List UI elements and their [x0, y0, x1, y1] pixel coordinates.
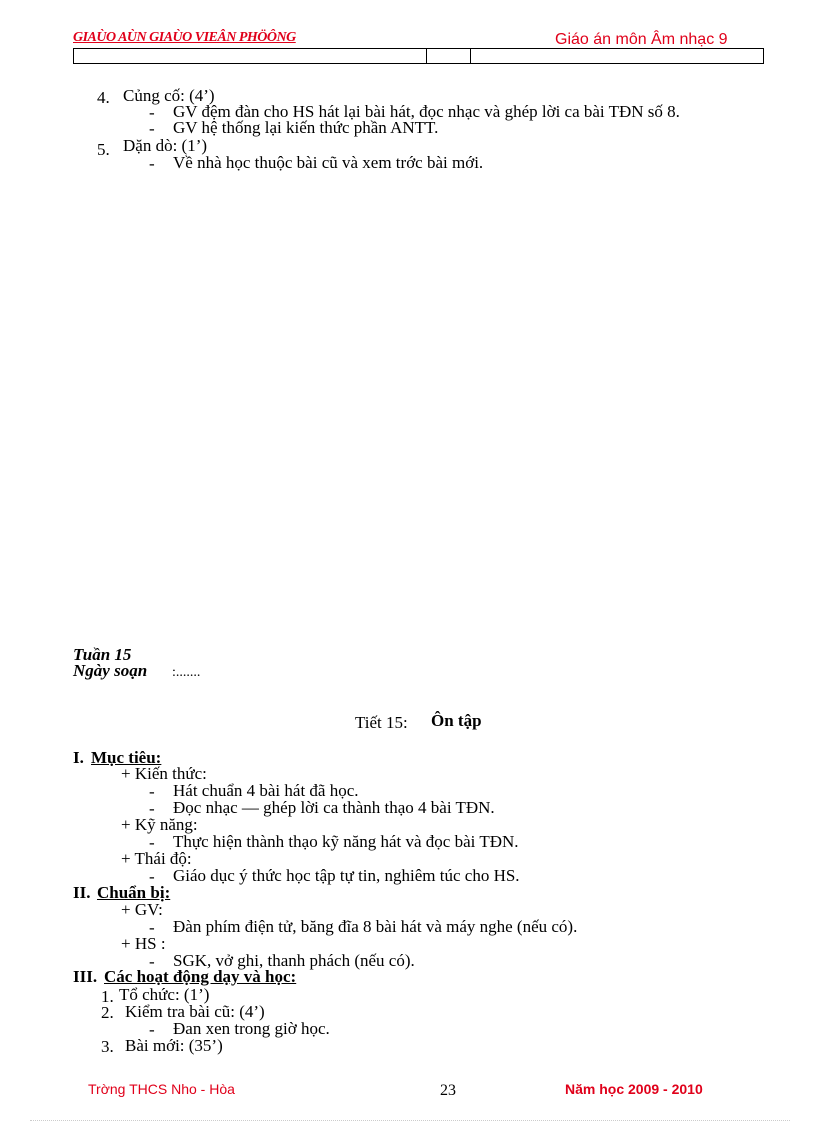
skill-label: + Kỹ năng:	[121, 815, 198, 834]
gv-item: Đàn phím điện tử, băng đĩa 8 bài hát và máy nghe (nếu có).	[173, 917, 578, 936]
bullet-dash: -	[149, 103, 155, 122]
date-value: :.......	[172, 665, 201, 680]
bullet-dash: -	[149, 833, 155, 852]
knowledge-item: Hát chuẩn 4 bài hát đã học.	[173, 781, 359, 800]
part-1-number: I.	[73, 748, 84, 767]
item-4-bullet: GV hệ thống lại kiến thức phần ANTT.	[173, 118, 439, 137]
step-number: 2.	[101, 1003, 114, 1022]
part-2-heading: Chuẩn bị:	[97, 883, 171, 902]
item-4-number: 4.	[97, 88, 110, 107]
gv-label: + GV:	[121, 900, 163, 919]
header-right-title: Giáo án môn Âm nhạc 9	[555, 31, 728, 48]
item-4-title: Củng cố: (4’)	[123, 86, 215, 105]
step-2-item: Đan xen trong giờ học.	[173, 1019, 330, 1038]
lesson-prefix: Tiết 15:	[355, 713, 408, 732]
step-text: Bài mới: (35’)	[125, 1036, 223, 1055]
step-text: Kiểm tra bài cũ: (4’)	[125, 1002, 265, 1021]
header-table-divider	[470, 49, 471, 63]
step-text: Tổ chức: (1’)	[119, 985, 210, 1004]
part-2-number: II.	[73, 883, 91, 902]
bullet-dash: -	[149, 119, 155, 138]
step-number: 3.	[101, 1037, 114, 1056]
lesson-title: Ôn tập	[431, 711, 482, 730]
page-number: 23	[440, 1082, 456, 1099]
knowledge-label: + Kiến thức:	[121, 764, 207, 783]
bullet-dash: -	[149, 867, 155, 886]
item-4-bullet: GV đệm đàn cho HS hát lại bài hát, đọc nhạc và ghép lời ca bài TĐN số 8.	[173, 102, 680, 121]
knowledge-item: Đọc nhạc — ghép lời ca thành thạo 4 bài TĐN.	[173, 798, 495, 817]
bullet-dash: -	[149, 154, 155, 173]
hs-label: + HS :	[121, 934, 166, 953]
footer-year: Năm học 2009 - 2010	[565, 1081, 703, 1097]
bullet-dash: -	[149, 799, 155, 818]
item-5-title: Dặn dò: (1’)	[123, 136, 208, 155]
footer-dotted-line	[30, 1120, 790, 1121]
date-label: Ngày soạn	[73, 661, 148, 680]
week-label: Tuần 15	[73, 645, 132, 664]
step-number: 1.	[101, 987, 114, 1006]
part-3-number: III.	[73, 967, 98, 986]
attitude-item: Giáo dục ý thức học tập tự tin, nghiêm túc cho HS.	[173, 866, 520, 885]
hs-item: SGK, vở ghi, thanh phách (nếu có).	[173, 951, 415, 970]
header-left-title: GIAÙO AÙN GIAÙO VIEÂN PHÖÔNG	[73, 30, 296, 45]
item-5-number: 5.	[97, 140, 110, 159]
part-1-heading: Mục tiêu:	[91, 748, 162, 767]
bullet-dash: -	[149, 918, 155, 937]
header-table-divider	[426, 49, 427, 63]
attitude-label: + Thái độ:	[121, 849, 192, 868]
header-table	[73, 48, 764, 64]
skill-item: Thực hiện thành thạo kỹ năng hát và đọc bài TĐN.	[173, 832, 519, 851]
bullet-dash: -	[149, 782, 155, 801]
item-5-bullet: Về nhà học thuộc bài cũ và xem trớc bài mới.	[173, 153, 484, 172]
bullet-dash: -	[149, 952, 155, 971]
footer-school: Trờng THCS Nho - Hòa	[88, 1081, 235, 1097]
part-3-heading: Các hoạt động dạy và học:	[104, 967, 297, 986]
bullet-dash: -	[149, 1020, 155, 1039]
